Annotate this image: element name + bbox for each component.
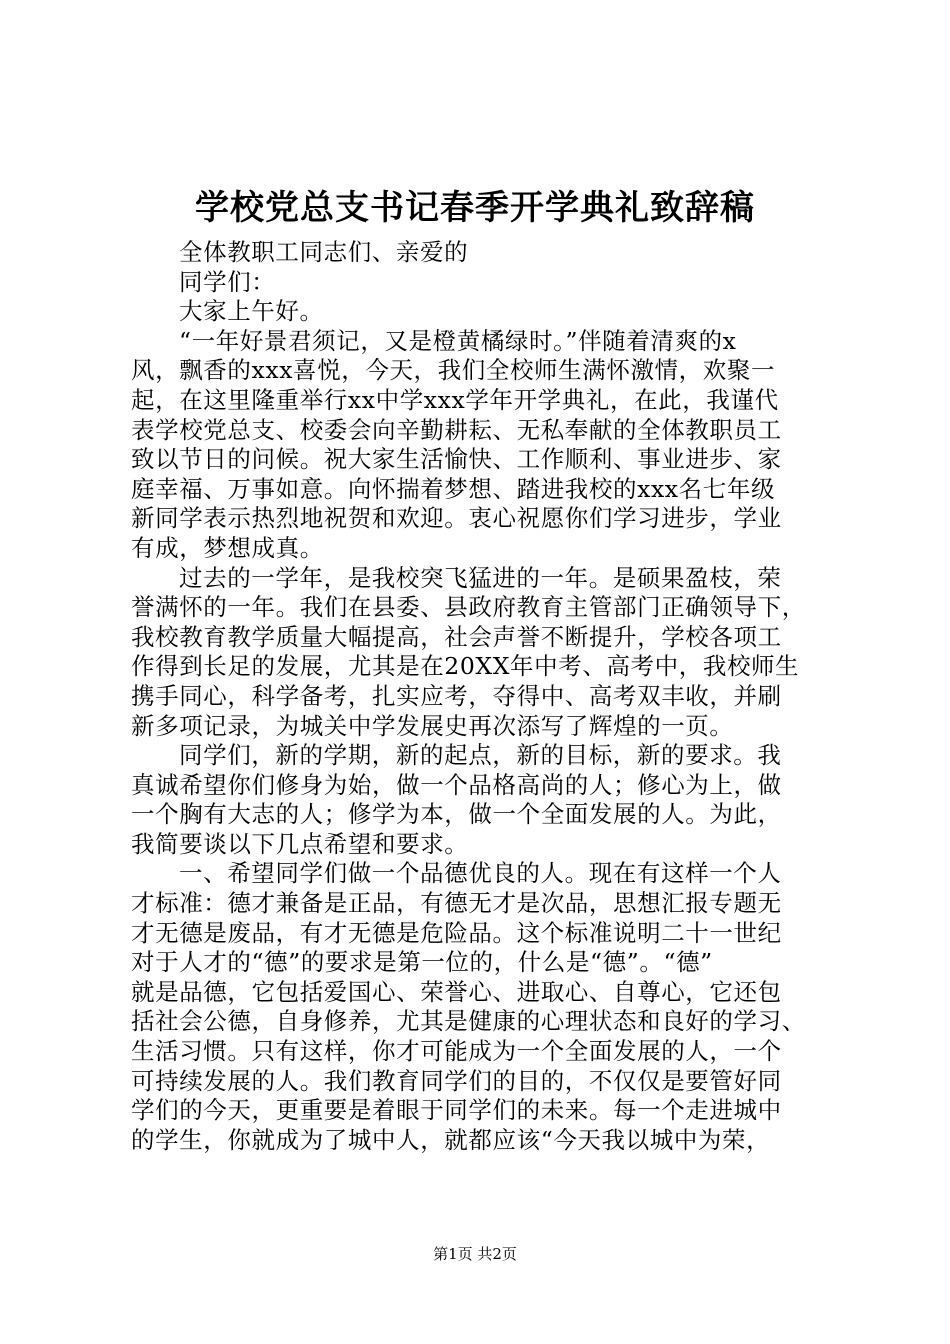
- document-body: [131, 238, 831, 1155]
- text-line: 的学生，你就成为了城中人，就都应该“今天我以城中为荣，: [131, 1125, 771, 1154]
- text-line: 学们的今天，更重要是着眼于同学们的未来。每一个走进城中: [131, 1096, 782, 1125]
- text-line: 才标准：德才兼备是正品，有德无才是次品，思想汇报专题无: [131, 889, 782, 918]
- text-line: 新多项记录，为城关中学发展史再次添写了辉煌的一页。: [131, 711, 734, 740]
- text-line: 可持续发展的人。我们教育同学们的目的，不仅仅是要管好同: [131, 1066, 782, 1095]
- text-line: 我简要谈以下几点希望和要求。: [131, 829, 469, 858]
- text-line: 一个胸有大志的人；修学为本，做一个全面发展的人。为此，: [131, 800, 782, 829]
- text-line: 就是品德，它包括爱国心、荣誉心、进取心、自尊心，它还包: [131, 977, 782, 1006]
- text-line: 有成，梦想成真。: [131, 533, 324, 562]
- text-line: 全体教职工同志们、亲爱的: [179, 238, 469, 266]
- text-line: 作得到长足的发展，尤其是在20XX年中考、高考中，我校师生: [131, 652, 800, 681]
- text-line: 誉满怀的一年。我们在县委、县政府教育主管部门正确领导下，: [131, 593, 806, 622]
- text-line: 表学校党总支、校委会向辛勤耕耘、无私奉献的全体教职员工: [131, 415, 782, 444]
- text-line: 一、希望同学们做一个品德优良的人。现在有这样一个人: [179, 859, 782, 888]
- text-line: 我校教育教学质量大幅提高，社会声誉不断提升，学校各项工: [131, 622, 782, 651]
- text-line: 对于人才的“德”的要求是第一位的，什么是“德”。“德”: [131, 948, 713, 977]
- text-line: 过去的一学年，是我校突飞猛进的一年。是硕果盈枝，荣: [179, 563, 782, 592]
- text-line: 庭幸福、万事如意。向怀揣着梦想、踏进我校的xxx名七年级: [131, 474, 776, 503]
- page-number-footer: 第1页 共2页: [433, 1245, 517, 1263]
- text-line: “一年好景君须记，又是橙黄橘绿时。”伴随着清爽的x: [179, 326, 737, 355]
- text-line: 起，在这里隆重举行xx中学xxx学年开学典礼，在此，我谨代: [131, 385, 779, 414]
- text-line: 才无德是废品，有才无德是危险品。这个标准说明二十一世纪: [131, 918, 782, 947]
- text-line: 同学们：: [179, 267, 276, 296]
- text-line: 生活习惯。只有这样，你才可能成为一个全面发展的人，一个: [131, 1037, 782, 1066]
- text-line: 括社会公德，自身修养，尤其是健康的心理状态和良好的学习、: [131, 1007, 806, 1036]
- text-line: 同学们，新的学期，新的起点，新的目标，新的要求。我: [179, 741, 782, 770]
- text-line: 真诚希望你们修身为始，做一个品格高尚的人；修心为上，做: [131, 770, 782, 799]
- text-line: 新同学表示热烈地祝贺和欢迎。衷心祝愿你们学习进步，学业: [131, 504, 782, 533]
- text-line: 致以节日的问候。祝大家生活愉快、工作顺利、事业进步、家: [131, 445, 782, 474]
- text-line: 风，飘香的xxx喜悦，今天，我们全校师生满怀激情，欢聚一: [131, 356, 776, 385]
- document-title: 学校党总支书记春季开学典礼致辞稿: [195, 188, 755, 228]
- text-line: 大家上午好。: [179, 297, 324, 326]
- text-line: 携手同心，科学备考，扎实应考，夺得中、高考双丰收，并刷: [131, 681, 782, 710]
